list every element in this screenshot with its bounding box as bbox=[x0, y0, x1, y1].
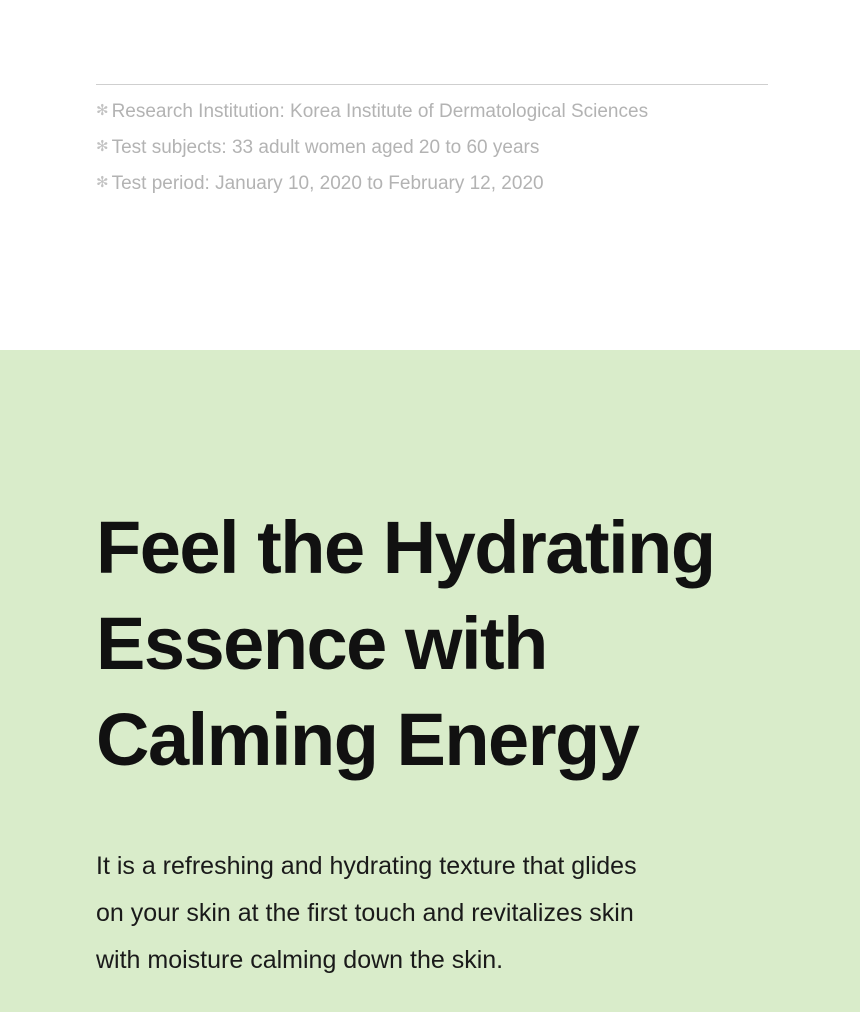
divider-line bbox=[96, 84, 768, 85]
study-notes-list bbox=[96, 93, 796, 201]
hero-section bbox=[0, 350, 860, 1012]
list-item bbox=[96, 93, 796, 129]
list-item bbox=[96, 165, 796, 201]
heading-line: Essence with bbox=[96, 602, 547, 685]
note-text: Research Institution: Korea Institute of Dermatological Sciences bbox=[111, 101, 649, 122]
heading-line: Calming Energy bbox=[96, 698, 639, 781]
note-text: Test subjects: 33 adult women aged 20 to 60 years bbox=[111, 137, 540, 158]
description-line: with moisture calming down the skin. bbox=[96, 946, 504, 974]
description-line: on your skin at the first touch and revitalizes skin bbox=[96, 899, 634, 927]
list-item bbox=[96, 129, 796, 165]
note-text: Test period: January 10, 2020 to February 12, 2020 bbox=[111, 173, 544, 194]
heading-line: Feel the Hydrating bbox=[96, 506, 715, 589]
page-title bbox=[96, 500, 796, 788]
study-notes-section bbox=[0, 0, 860, 350]
asterisk-icon: ✻ bbox=[96, 138, 109, 155]
asterisk-icon: ✻ bbox=[96, 174, 109, 191]
description-line: It is a refreshing and hydrating texture that glides bbox=[96, 852, 637, 880]
asterisk-icon: ✻ bbox=[96, 102, 109, 119]
hero-description bbox=[96, 843, 786, 984]
